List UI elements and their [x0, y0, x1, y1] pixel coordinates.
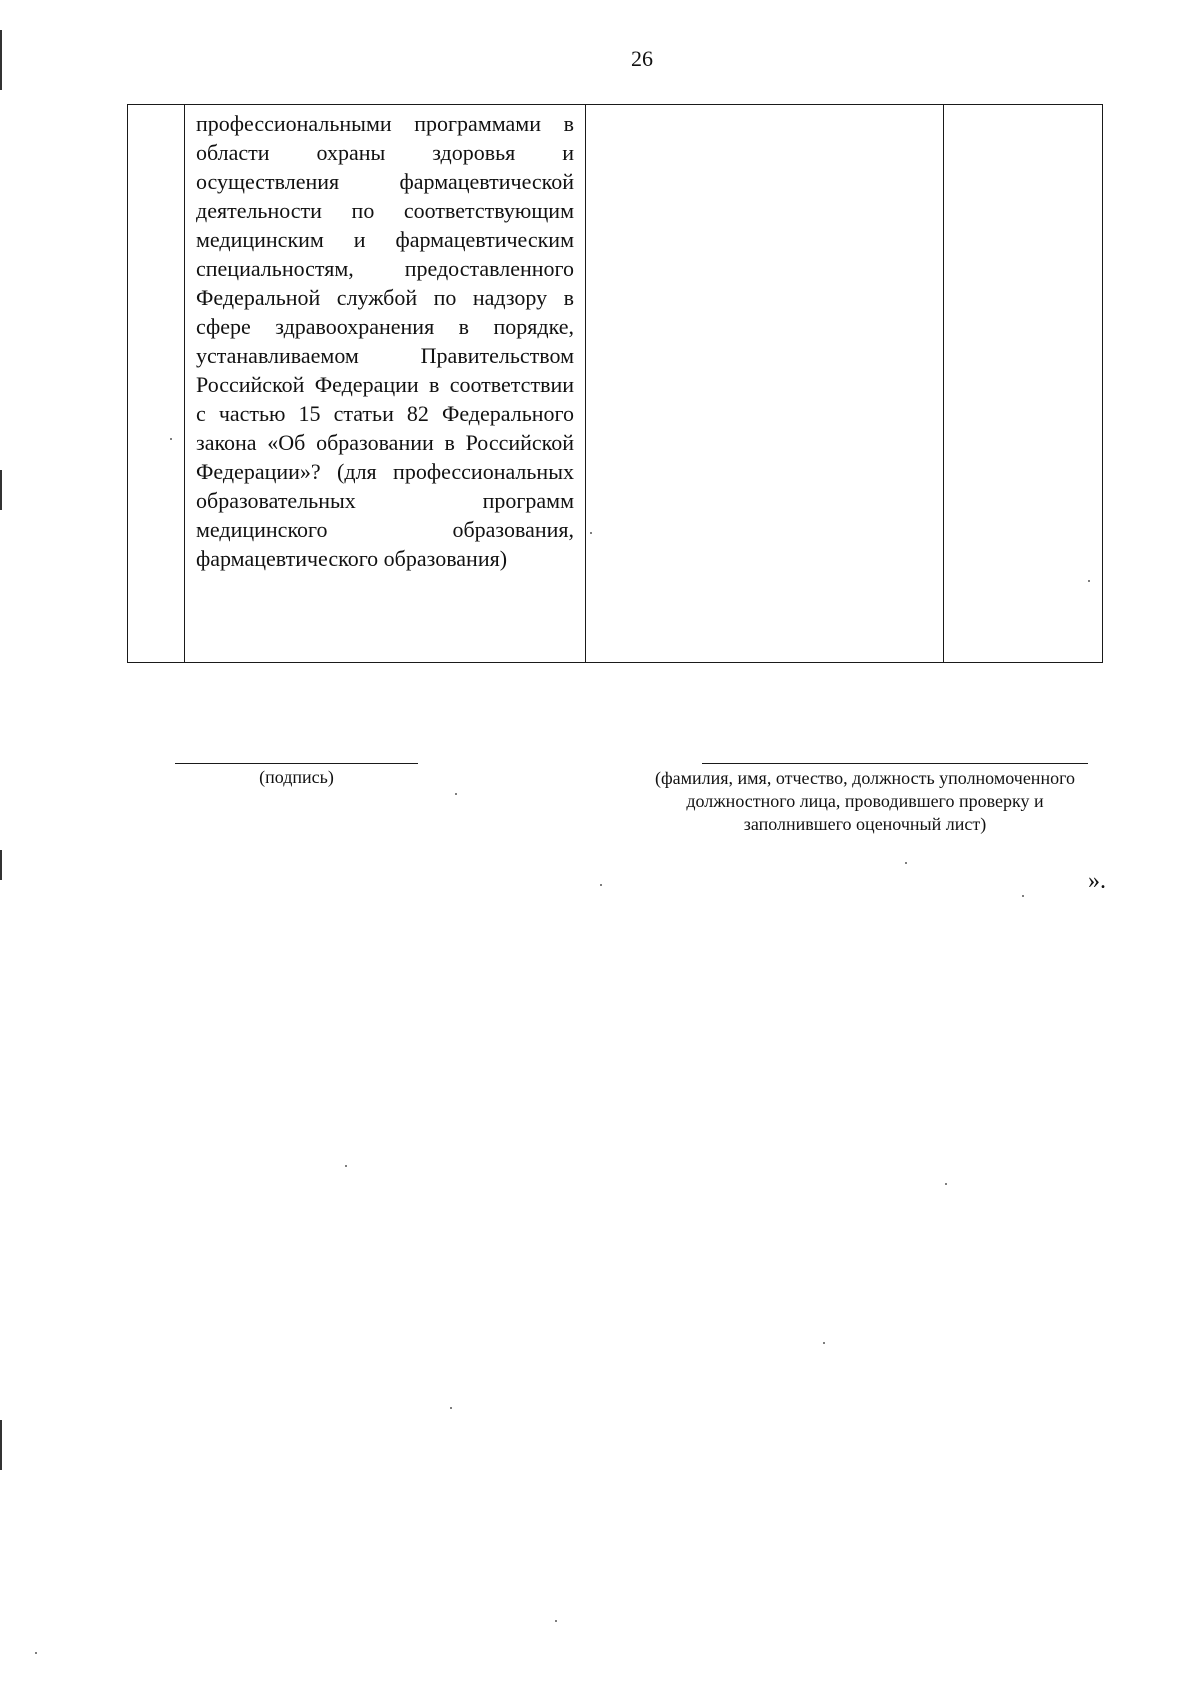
- scan-speck: [590, 532, 592, 534]
- scan-speck: [455, 793, 457, 795]
- scan-edge-mark: [0, 30, 2, 90]
- scan-speck: [823, 1342, 825, 1344]
- inspector-caption: [600, 767, 1130, 836]
- scan-speck: [1022, 895, 1024, 897]
- scan-speck: [600, 884, 602, 886]
- scan-speck: [945, 1183, 947, 1185]
- scan-speck: [345, 1165, 347, 1167]
- inspector-caption-line: (фамилия, имя, отчество, должность уполномоченного: [654, 768, 1076, 788]
- scan-edge-mark: [0, 470, 2, 510]
- question-text-last-line: фармацевтического образования): [196, 546, 508, 571]
- inspector-caption-line: должностного лица, проводившего проверку и: [686, 791, 1044, 811]
- question-text-body: профессиональными программами в области охраны здоровья и осуществления фармацевтической деятельности по соответствующим медицинским и фармацевтическим специальностям, предоставленного Федеральной службой по надзору в сфере здравоохранения в порядке, устанавливаемом Правительством Российской Федерации в соответствии с частью 15 статьи 82 Федерального закона «Об образовании в Российской Федерации»? (для профессиональных образовательных программ медицинского образования,: [196, 111, 574, 542]
- question-text: [196, 109, 574, 573]
- table-row: [128, 105, 1103, 663]
- scan-edge-mark: [0, 850, 2, 880]
- row-number-cell: [128, 105, 185, 663]
- note-cell: [944, 105, 1103, 663]
- signature-line: [175, 763, 418, 764]
- inspector-name-line: [702, 763, 1088, 764]
- signature-caption: (подпись): [259, 767, 334, 787]
- page-number: 26: [631, 46, 653, 71]
- inspector-caption-line: заполнившего оценочный лист): [743, 814, 987, 834]
- scan-speck: [905, 862, 907, 864]
- scan-speck: [35, 1652, 37, 1654]
- question-cell: [185, 105, 586, 663]
- answer-cell: [586, 105, 944, 663]
- evaluation-table: [127, 104, 1103, 663]
- scan-speck: [1088, 580, 1090, 582]
- scan-speck: [555, 1620, 557, 1622]
- scan-speck: [170, 438, 172, 440]
- scan-speck: [450, 1407, 452, 1409]
- closing-quote-mark: ».: [1088, 868, 1106, 894]
- scan-edge-mark: [0, 1420, 2, 1470]
